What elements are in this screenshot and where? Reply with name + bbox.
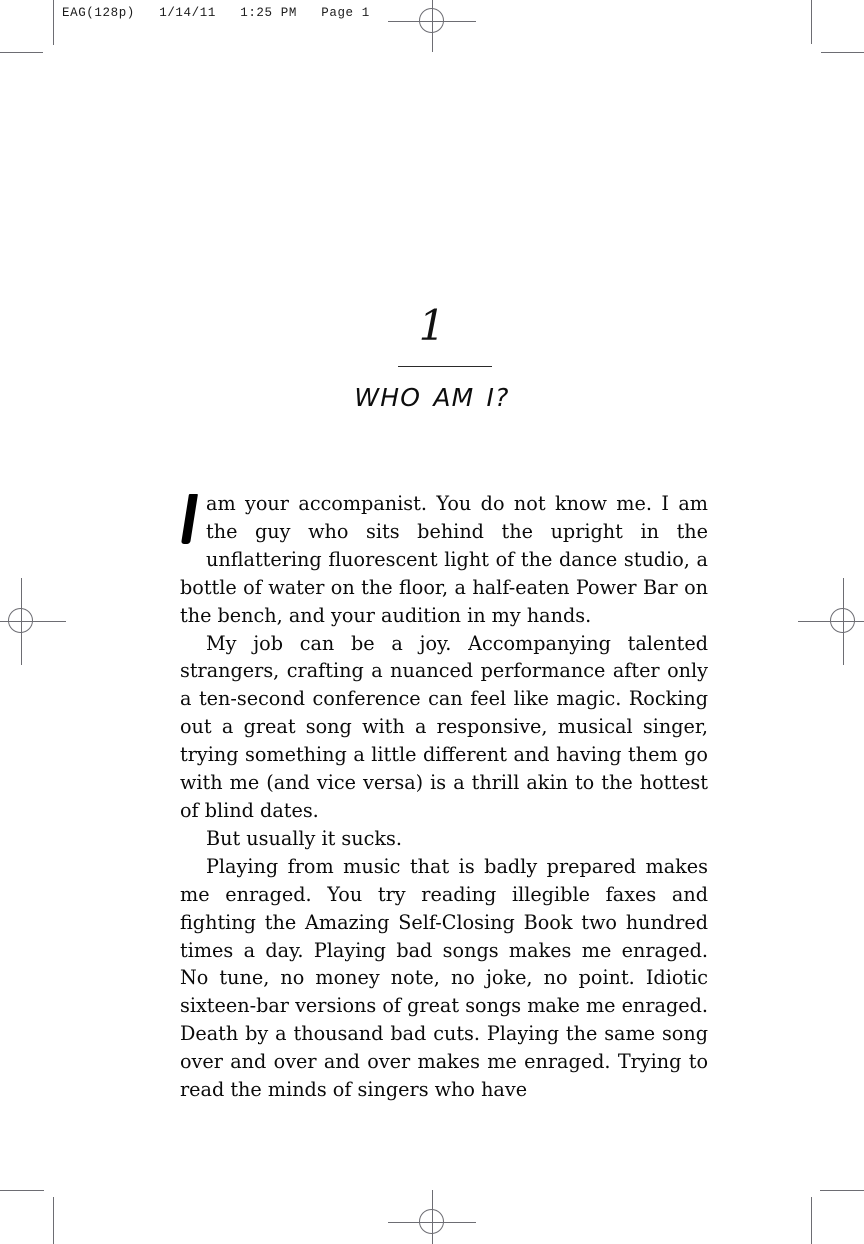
crop-mark-bottom-left-horizontal <box>0 1190 44 1191</box>
printer-slug-line: EAG(128p) 1/14/11 1:25 PM Page 1 <box>62 6 370 20</box>
registration-crosshair-vertical <box>21 578 22 665</box>
crop-mark-bottom-right-horizontal <box>820 1190 864 1191</box>
crop-mark-bottom-right-vertical <box>811 1197 812 1244</box>
chapter-divider-rule <box>398 366 492 367</box>
crop-mark-top-left-horizontal <box>0 52 43 53</box>
paragraph-1 <box>180 490 708 630</box>
paragraph-2: My job can be a joy. Accompanying talented strangers, crafting a nuanced performance after only a ten-second conference can feel like magic. Rocking out a great song with a responsive, musical singer, trying something a little different and having them go with me (and vice versa) is a thrill akin to the hottest of blind dates. <box>180 631 708 822</box>
drop-cap-initial <box>180 494 206 546</box>
paragraph-1-text: am your accompanist. You do not know me. I am the guy who sits behind the upright in the unflattering fluorescent light of the dance studio, a bottle of water on the floor, a half-eaten Power Bar on the bench, and your audition in my hands. <box>180 492 708 627</box>
registration-crosshair-horizontal <box>0 621 66 622</box>
body-text-column <box>180 490 708 1104</box>
chapter-title: WHO AM I? <box>354 383 510 412</box>
drop-cap-stroke <box>181 494 198 544</box>
crop-mark-top-right-horizontal <box>821 52 864 53</box>
registration-crosshair-vertical <box>843 578 844 665</box>
paragraph-4: Playing from music that is badly prepared makes me enraged. You try reading illegible faxes and fighting the Amazing Self-Closing Book two hundred times a day. Playing bad songs makes me enraged. No tune, no money note, no joke, no point. Idiotic sixteen-bar versions of great songs make me enraged. Death by a thousand bad cuts. Playing the same song over and over and over makes me enraged. Trying to read the minds of singers who have <box>180 854 708 1102</box>
crop-mark-bottom-left-vertical <box>53 1197 54 1244</box>
chapter-number: 1 <box>418 301 446 350</box>
registration-crosshair-vertical <box>432 1190 433 1244</box>
registration-crosshair-vertical <box>432 0 433 52</box>
crop-mark-top-left-vertical <box>53 0 54 45</box>
registration-crosshair-horizontal <box>798 621 864 622</box>
crop-mark-top-right-vertical <box>811 0 812 44</box>
paragraph-3: But usually it sucks. <box>206 826 402 850</box>
